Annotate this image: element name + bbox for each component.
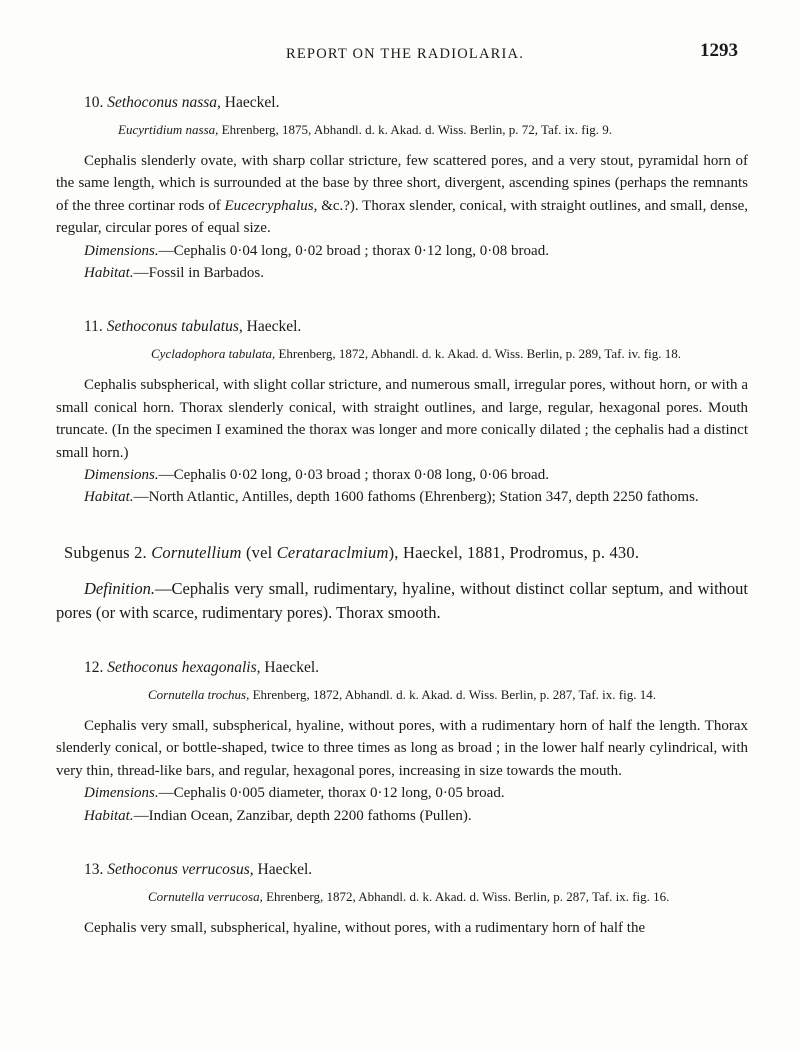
citation-text: Ehrenberg, 1872, Abhandl. d. k. Akad. d. Wiss. Berlin, p. 289, Taf. iv. fig. 18. [278, 346, 681, 362]
synonym-name: Cycladophora tabulata, [151, 346, 276, 362]
species-name: Sethoconus nassa, [107, 94, 221, 111]
citation-text: Ehrenberg, 1872, Abhandl. d. k. Akad. d. Wiss. Berlin, p. 287, Taf. ix. fig. 16. [266, 888, 670, 904]
dimensions-label: Dimensions. [84, 785, 159, 802]
species-entry-12 [56, 657, 748, 827]
species-description: Cephalis very small, subspherical, hyaline, without pores, with a rudimentary horn of half the [84, 919, 646, 936]
species-author: Haeckel. [264, 658, 320, 676]
page-body [56, 92, 748, 939]
species-number: 11. [84, 318, 103, 336]
dimensions-text: —Cephalis 0·005 diameter, thorax 0·12 long, 0·05 broad. [158, 785, 505, 802]
species-entry-11 [56, 316, 748, 508]
species-title [84, 657, 748, 679]
species-name: Sethoconus tabulatus, [106, 318, 243, 336]
species-entry-13 [56, 859, 748, 939]
dimensions-line [56, 782, 748, 804]
species-description: Cephalis very small, subspherical, hyaline, without pores, with a rudimentary horn of half the length. Thorax slenderly conical, or bottle-shaped, twice to three times as long as broad ; in the lower half nearly cylindrical, with very thin, thread-like bars, and regular, hexagonal pores, increasing in size towards the mouth. [56, 717, 748, 779]
species-number: 12. [84, 658, 104, 676]
habitat-line [56, 486, 748, 508]
species-entry-10 [56, 92, 748, 284]
habitat-text: —North Atlantic, Antilles, depth 1600 fathoms (Ehrenberg); Station 347, depth 2250 fathoms. [133, 489, 699, 506]
dimensions-text: —Cephalis 0·02 long, 0·03 broad ; thorax 0·08 long, 0·06 broad. [158, 467, 549, 484]
habitat-text: —Fossil in Barbados. [133, 265, 265, 282]
species-number: 10. [84, 94, 104, 111]
species-description [56, 150, 748, 240]
subgenus-prefix: Subgenus 2. [64, 542, 147, 562]
species-title [84, 859, 748, 881]
synonym-citation [148, 887, 748, 907]
citation-text: Ehrenberg, 1872, Abhandl. d. k. Akad. d. Wiss. Berlin, p. 287, Taf. ix. fig. 14. [252, 686, 656, 702]
subgenus-heading [64, 541, 748, 565]
dimensions-line [56, 464, 748, 486]
species-title [84, 92, 748, 114]
habitat-line [56, 262, 748, 284]
synonym-citation [148, 685, 748, 705]
citation-text: Ehrenberg, 1875, Abhandl. d. k. Akad. d. Wiss. Berlin, p. 72, Taf. ix. fig. 9. [221, 122, 612, 137]
subgenus-section [56, 541, 748, 625]
genus-reference: Eucecryphalus, [224, 197, 318, 214]
spacer [56, 625, 748, 657]
dimensions-line [56, 240, 748, 262]
species-name: Sethoconus hexagonalis, [107, 658, 261, 676]
spacer [56, 827, 748, 859]
spacer [56, 284, 748, 316]
habitat-text: —Indian Ocean, Zanzibar, depth 2200 fathoms (Pullen). [133, 807, 472, 824]
habitat-label: Habitat. [84, 489, 134, 506]
habitat-label: Habitat. [84, 807, 134, 824]
synonym-name: Cornutella trochus, [148, 686, 250, 702]
subgenus-vel: (vel [245, 542, 273, 562]
synonym-name: Eucyrtidium nassa, [118, 122, 219, 137]
definition-text: —Cephalis very small, rudimentary, hyaline, without distinct collar septum, and without pores (or with scarce, rudimentary pores). Thorax smooth. [56, 578, 748, 622]
dimensions-label: Dimensions. [84, 242, 159, 259]
definition-label: Definition. [84, 578, 156, 598]
species-number: 13. [84, 860, 104, 878]
page-number: 1293 [700, 40, 738, 61]
species-description: Cephalis subspherical, with slight collar stricture, and numerous small, irregular pores, without horn, or with a small conical horn. Thorax slenderly conical, with straight outlines, and large, regular, hexagonal pores. Mouth truncate. (In the specimen I examined the thorax was longer and more conically dilated ; the cephalis had a distinct small horn.) [56, 377, 748, 461]
subgenus-name: Cornutellium [151, 542, 242, 562]
dimensions-label: Dimensions. [84, 467, 159, 484]
spacer [56, 509, 748, 541]
species-author: Haeckel. [257, 860, 313, 878]
species-author: Haeckel. [246, 318, 302, 336]
subgenus-definition [56, 577, 748, 625]
description-text: Cephalis slenderly ovate, with sharp collar stricture, few scattered pores, and a very stout, pyramidal horn of the same length, which is surrounded at the base by three short, divergent, ascending spines (perhaps the remnants of the three cortinar rods of [56, 153, 748, 214]
synonym-name: Cornutella verrucosa, [148, 888, 263, 904]
running-title: REPORT ON THE RADIOLARIA. [286, 46, 525, 62]
description-text-cont: &c.?). Thorax slender, conical, with straight outlines, and small, dense, regular, circular pores of equal size. [56, 197, 749, 237]
species-name: Sethoconus verrucosus, [107, 860, 254, 878]
species-author: Haeckel. [224, 94, 280, 111]
habitat-line [56, 805, 748, 827]
species-title [84, 316, 748, 338]
synonym-citation [151, 344, 748, 364]
page-header [0, 40, 800, 70]
dimensions-text: —Cephalis 0·04 long, 0·02 broad ; thorax 0·12 long, 0·08 broad. [158, 242, 549, 259]
synonym-citation [118, 120, 748, 140]
habitat-label: Habitat. [84, 265, 134, 282]
subgenus-alt-name: Cerataraclmium [276, 542, 389, 562]
subgenus-rest: ), Haeckel, 1881, Prodromus, p. 430. [388, 542, 640, 562]
